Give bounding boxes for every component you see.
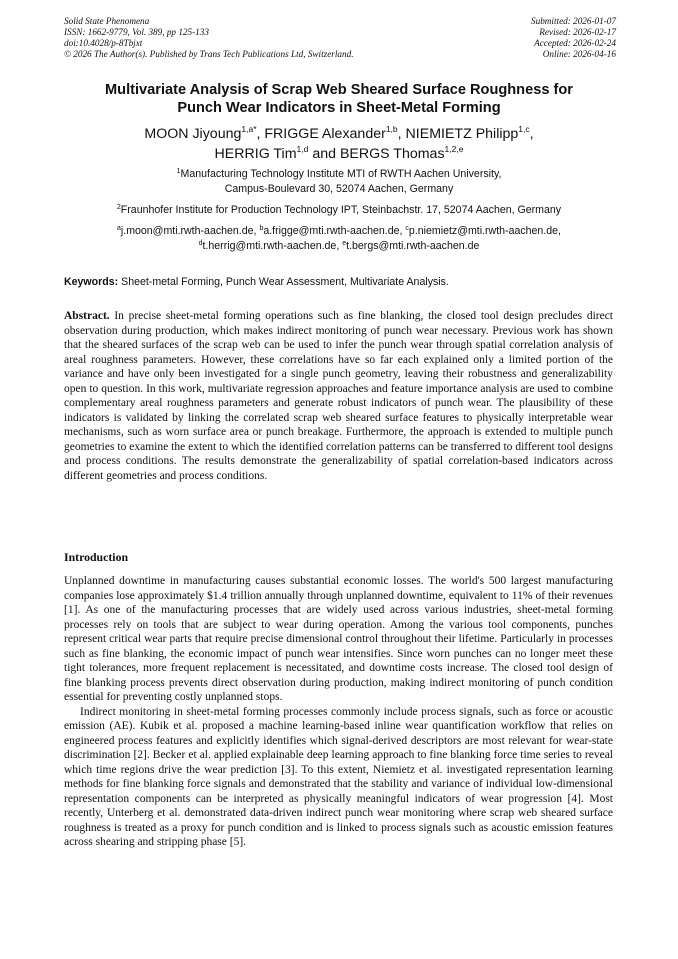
affil-mark: 2: [116, 204, 121, 211]
affil-line: Fraunhofer Institute for Production Technology IPT, Steinbachstr. 17, 52074 Aachen, Germany: [120, 204, 562, 216]
affil-line: Campus-Boulevard 30, 52074 Aachen, Germany: [224, 183, 454, 195]
submitted-date: Submitted: 2026-01-07: [531, 16, 616, 26]
affil-mark: 1: [176, 168, 181, 175]
author-name: NIEMIETZ Philipp: [405, 126, 519, 142]
email-link[interactable]: a.frigge@mti.rwth-aachen.de,: [263, 225, 403, 237]
submission-dates: [531, 16, 616, 60]
email-mark: e: [342, 240, 347, 247]
issn-line: ISSN: 1662-9779, Vol. 389, pp 125-133: [64, 26, 209, 37]
email-link[interactable]: t.herrig@mti.rwth-aachen.de,: [202, 240, 340, 252]
introduction-body: [64, 574, 613, 850]
keywords-text: Sheet-metal Forming, Punch Wear Assessment, Multivariate Analysis.: [121, 276, 449, 288]
email-mark: b: [259, 225, 264, 232]
accepted-date: Accepted: 2026-02-24: [534, 37, 616, 48]
author-affil-mark: 1,b: [385, 124, 398, 134]
author-list: MOON Jiyoung$^{1,a*}$, FRIGGE Alexander$^{1,b}$, NIEMIETZ Philipp$^{1,c}$, HERRIG Tim$^{1,d}$ and BERGS Thomas$^{1,2,e}$: [144, 124, 534, 162]
affiliation-2: [40, 203, 638, 218]
keywords: [64, 275, 616, 289]
paragraph: Unplanned downtime in manufacturing causes substantial economic losses. The world's 500 largest manufacturing companies lose approximately $1.4 trillion annually through unplanned downtime, equivalent to 11% of their revenues [1]. As one of the manufacturing processes that are widely used across various industries, sheet-metal forming processes rely on tools that are subject to wear during operation. Among the various tool components, punches represent critical wear parts that require precise dimensional control throughout their lifetime. Particularly in processes such as fine blanking, the economic impact of punch wear intensifies. Since worn punches can no longer meet these tight tolerances, more frequent replacement is necessitated, and downtime costs increase. The closed tool design of fine blanking process prevents direct observation during production, making indirect monitoring of punch condition essential for preventing costly unplanned stops.: [64, 575, 613, 703]
author-affil-mark: 1,d: [296, 144, 309, 154]
section-heading: Introduction: [64, 550, 129, 564]
author-affil-mark: 1,2,e: [444, 144, 464, 154]
author-conjunction: and: [312, 146, 336, 162]
author-affil-mark: 1,c: [518, 124, 530, 134]
journal-name: Solid State Phenomena: [64, 16, 150, 26]
abstract-text: In precise sheet-metal forming operations such as fine blanking, the closed tool design precludes direct observation during production, which makes indirect monitoring of punch wear necessary. Previous work has shown that the sheared surfaces of the scrap web can be used to infer the punch wear through spatial correlation analysis of areal roughness parameters. However, these correlations have so far each explained only a limited portion of the variance and have only been investigated for a single punch geometry, leaving their robustness and generalizability open to question. In this work, multivariate regression approaches and feature importance analysis are used to combine complementary areal roughness parameters and generate robust indicators of punch wear. The plausibility of these indicators is validated by linking the correlated scrap web sheared surface features to physically interpretable wear mechanisms, such as worn surface area or punch breakage. Furthermore, the approach is extended to multiple punch geometries to examine the extent to which the identified correlation patterns can be transferred to different tool designs and process conditions. The results demonstrate the generalizability of spatial correlation-based indicators across different geometries and process conditions.: [64, 310, 614, 482]
keywords-label: Keywords:: [64, 276, 119, 288]
author-affil-mark: 1,a*: [241, 124, 257, 134]
journal-info: [64, 16, 354, 60]
email-link[interactable]: p.niemietz@mti.rwth-aachen.de,: [408, 225, 561, 237]
abstract-label: Abstract.: [64, 310, 110, 322]
copyright-line: © 2026 The Author(s). Published by Trans Tech Publications Ltd, Switzerland.: [64, 48, 354, 59]
title-line-2: Punch Wear Indicators in Sheet-Metal Forming: [177, 100, 501, 116]
author-name: FRIGGE Alexander: [264, 126, 386, 142]
author-name: HERRIG Tim: [214, 146, 297, 162]
email-mark: d: [198, 240, 203, 247]
paper-title: [40, 81, 638, 117]
affil-line: Manufacturing Technology Institute MTI of RWTH Aachen University,: [180, 168, 502, 180]
abstract: [64, 309, 613, 483]
author-emails: [40, 224, 638, 254]
email-link[interactable]: j.moon@mti.rwth-aachen.de,: [120, 225, 257, 237]
email-link[interactable]: t.bergs@mti.rwth-aachen.de: [346, 240, 480, 252]
paragraph: Indirect monitoring in sheet-metal forming processes commonly include process signals, such as force or acoustic emission (AE). Kubik et al. proposed a machine learning-based inline wear quantification workflow that relies on engineered process features and explicitly identifies which signal-derived descriptors are most relevant for wear-state discrimination [2]. Becker et al. applied explainable deep learning approach to fine blanking force time series to reveal which time regions drive the wear prediction [3]. To this extent, Niemietz et al. investigated representation learning methods for fine blanking force signals and demonstrated that the stability and variance of individual low-dimensional representation components can be interpreted as physically meaningful indicators of wear progression [4]. Most recently, Unterberg et al. demonstrated data-driven indirect punch wear monitoring where scrap web sheared surface roughness is treated as a proxy for punch condition and is linked to process signals such as acoustic emission features across shearing and stripping phase [5].: [64, 705, 613, 848]
email-mark: c: [405, 225, 409, 232]
title-line-1: Multivariate Analysis of Scrap Web Sheared Surface Roughness for: [105, 82, 573, 98]
author-name: BERGS Thomas: [339, 146, 445, 162]
email-mark: a: [116, 225, 121, 232]
online-date: Online: 2026-04-16: [542, 48, 616, 59]
author-name: MOON Jiyoung: [144, 126, 242, 142]
revised-date: Revised: 2026-02-17: [539, 26, 616, 37]
doi-line: doi:10.4028/p-8Tbjxt: [64, 37, 143, 48]
affiliation-1: [40, 167, 638, 197]
